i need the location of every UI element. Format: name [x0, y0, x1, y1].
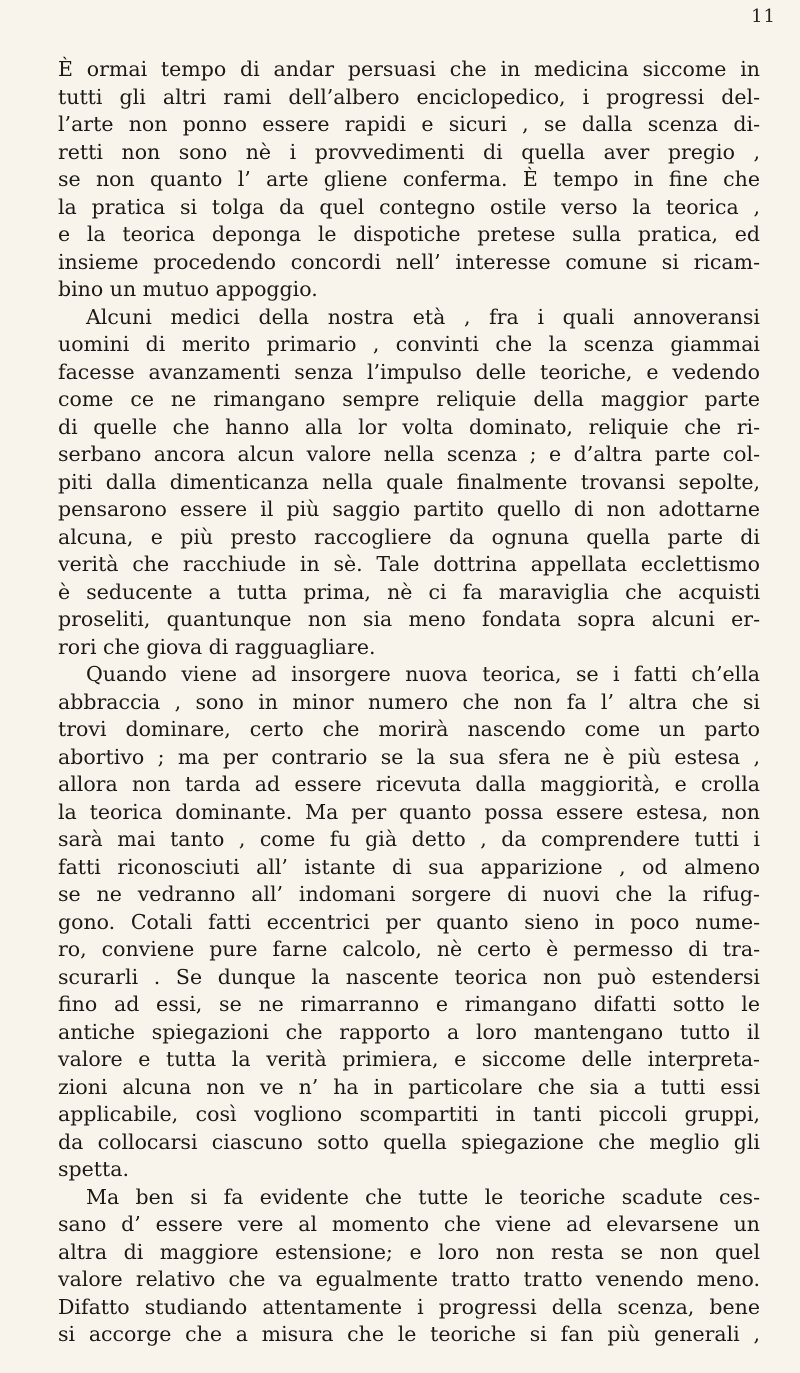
text-line: abbraccia , sono in minor numero che non fa l’ altra che si: [58, 689, 760, 714]
text-line: se ne vedranno all’ indomani sorgere di nuovi che la rifug-: [58, 882, 760, 906]
text-line: facesse avanzamenti senza l’impulso delle teoriche, e vedendo: [58, 359, 760, 384]
text-line: È ormai tempo di andar persuasi che in medicina siccome in: [58, 57, 760, 81]
text-line: bino un mutuo appoggio.: [58, 277, 318, 301]
page-number: 11: [751, 6, 776, 27]
text-line: Alcuni medici della nostra età , fra i quali annoveransi: [86, 304, 760, 329]
text-line: sarà mai tanto , come fu già detto , da comprendere tutti i: [58, 827, 760, 851]
text-line: altra di maggiore estensione; e loro non resta se non quel: [58, 1239, 760, 1264]
text-line: si accorge che a misura che le teoriche si fan più generali ,: [58, 1322, 760, 1346]
text-line: insieme procedendo concordi nell’ interesse comune si ricam-: [58, 249, 760, 274]
text-line: da collocarsi ciascuno sotto quella spiegazione che meglio gli: [58, 1129, 760, 1154]
text-line: pensarono essere il più saggio partito quello di non adottarne: [58, 497, 760, 521]
text-line: fatti riconosciuti all’ istante di sua apparizione , od almeno: [58, 854, 760, 879]
body-text: [58, 56, 760, 1349]
text-line: di quelle che hanno alla lor volta dominato, reliquie che ri-: [58, 414, 760, 439]
text-line: fino ad essi, se ne rimarranno e rimangano difatti sotto le: [58, 992, 760, 1016]
text-line: valore relativo che va egualmente tratto tratto venendo meno.: [58, 1267, 760, 1291]
text-line: se non quanto l’ arte gliene conferma. È tempo in fine che: [58, 167, 760, 191]
text-line: Ma ben si fa evidente che tutte le teoriche scadute ces-: [86, 1184, 760, 1209]
text-line: alcuna, e più presto raccogliere da ognuna quella parte di: [58, 524, 760, 549]
text-line: rori che giova di ragguagliare.: [58, 634, 376, 659]
text-line: come ce ne rimangano sempre reliquie della maggior parte: [58, 387, 760, 411]
text-line: ro, conviene pure farne calcolo, nè certo è permesso di tra-: [58, 937, 760, 961]
text-line: la teorica dominante. Ma per quanto possa essere estesa, non: [58, 799, 760, 824]
text-line: valore e tutta la verità primiera, e siccome delle interpreta-: [58, 1047, 760, 1071]
text-line: zioni alcuna non ve n’ ha in particolare che sia a tutti essi: [58, 1074, 760, 1099]
text-line: piti dalla dimenticanza nella quale finalmente trovansi sepolte,: [58, 469, 760, 494]
text-line: retti non sono nè i provvedimenti di quella aver pregio ,: [58, 139, 760, 164]
text-line: e la teorica deponga le dispotiche pretese sulla pratica, ed: [58, 222, 760, 246]
text-line: sano d’ essere vere al momento che viene ad elevarsene un: [58, 1212, 760, 1236]
text-line: verità che racchiude in sè. Tale dottrina appellata ecclettismo: [58, 552, 760, 576]
text-line: l’arte non ponno essere rapidi e sicuri , se dalla scenza di-: [58, 112, 760, 136]
text-line: scurarli . Se dunque la nascente teorica non può estendersi: [58, 964, 760, 989]
text-line: allora non tarda ad essere ricevuta dalla maggiorità, e crolla: [58, 772, 760, 796]
text-line: è seducente a tutta prima, nè ci fa maraviglia che acquisti: [58, 579, 760, 604]
text-line: spetta.: [58, 1157, 129, 1181]
text-line: abortivo ; ma per contrario se la sua sfera ne è più estesa ,: [58, 744, 760, 769]
text-line: applicabile, così vogliono scompartiti in tanti piccoli gruppi,: [58, 1102, 760, 1126]
text-line: uomini di merito primario , convinti che la scenza giammai: [58, 332, 760, 356]
text-line: gono. Cotali fatti eccentrici per quanto sieno in poco nume-: [58, 909, 760, 934]
text-line: Quando viene ad insorgere nuova teorica, se i fatti ch’ella: [86, 662, 760, 686]
text-line: tutti gli altri rami dell’albero enciclopedico, i progressi del-: [58, 84, 760, 109]
text-line: proseliti, quantunque non sia meno fondata sopra alcuni er-: [58, 607, 760, 631]
text-line: Difatto studiando attentamente i progressi della scenza, bene: [58, 1294, 760, 1319]
text-line: la pratica si tolga da quel contegno ostile verso la teorica ,: [58, 194, 760, 219]
text-line: serbano ancora alcun valore nella scenza ; e d’altra parte col-: [58, 442, 760, 466]
text-line: trovi dominare, certo che morirà nascendo come un parto: [58, 717, 760, 741]
text-line: antiche spiegazioni che rapporto a loro mantengano tutto il: [58, 1019, 760, 1044]
